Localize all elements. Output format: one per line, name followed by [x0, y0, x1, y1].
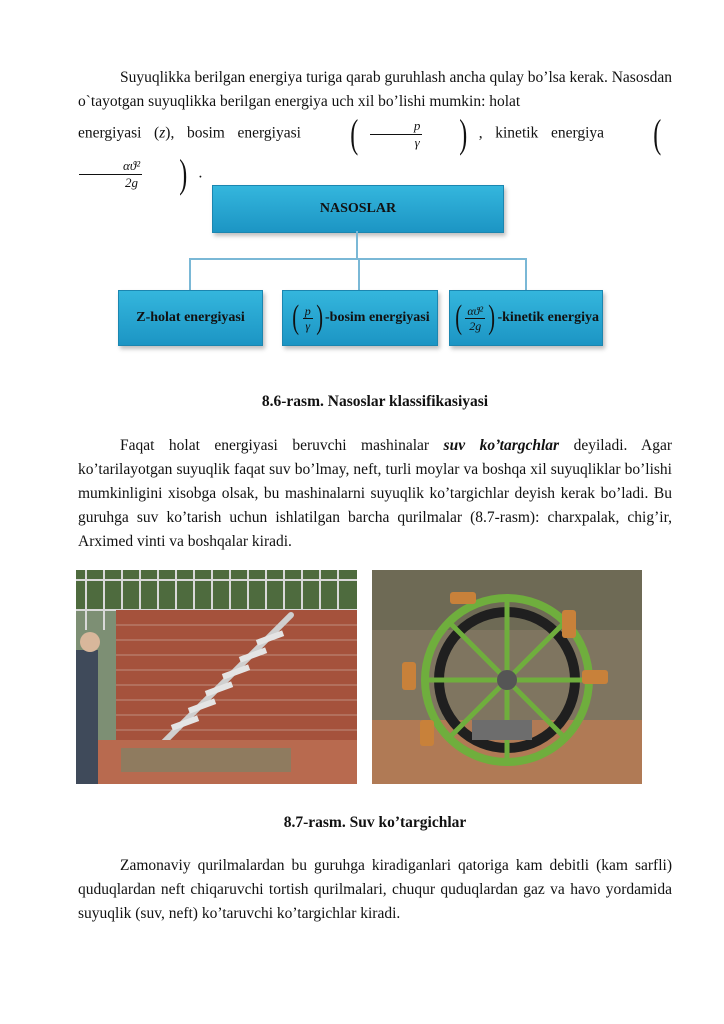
- intro-text-a: energiyasi (: [78, 124, 160, 142]
- pressure-fraction: [303, 304, 313, 333]
- left-paren-icon: (: [652, 111, 661, 156]
- fraction-denominator: γ: [305, 318, 311, 333]
- kinetic-fraction: [465, 304, 485, 333]
- fraction-numerator: αϑ²: [79, 158, 142, 175]
- fraction-denominator: 2g: [469, 318, 482, 333]
- photo-water-wheel: [372, 570, 642, 784]
- left-paren-icon: (: [455, 299, 463, 336]
- box-label: -kinetik energiya: [497, 310, 599, 325]
- diagram-box-pressure-energy: [282, 290, 438, 346]
- fraction-numerator: αϑ²: [467, 303, 484, 318]
- intro-text-c: , kinetik energiya: [478, 124, 605, 142]
- fraction-denominator: γ: [414, 134, 420, 150]
- intro-text-line1: Suyuqlikka berilgan energiya turiga qarab guruhlash ancha qulay bo’lsa kerak. Nasosdan o`tayotgan suyuqlikka berilgan energiya uch xil bo’lishi mumkin: holat: [78, 69, 672, 110]
- figure-caption-8-7: 8.7-rasm. Suv ko’targichlar: [283, 814, 467, 831]
- left-paren-icon: (: [292, 299, 300, 336]
- text-run: deyiladi. Agar ko’tarilayotgan suyuqlik faqat suv bo’lmay, neft, turli moylar va boshqa xil suyuqliklar bo’lishi mumkinligini xisobga olsak, bu mashinalarni suyuqlik ko’targichlar deyish kerak bo’ladi. Bu guruhga suv ko’tarish uchun ishlatilgan barcha qurilmalar (8.7-rasm): charxpalak, chig’ir, Arximed vinti va boshqalar kiradi.: [78, 437, 673, 550]
- box-label: Z-holat energiyasi: [136, 310, 245, 325]
- archimedes-screw-illustration: [76, 570, 357, 784]
- fraction-numerator: p: [304, 303, 311, 318]
- left-paren-icon: (: [349, 111, 358, 156]
- fraction-numerator: p: [370, 118, 423, 135]
- paragraph-water-lifters: [78, 434, 672, 554]
- intro-text-b: ), bosim energiyasi: [165, 124, 301, 142]
- diagram-box-kinetic-energy: [449, 290, 603, 346]
- fraction-denominator: 2g: [125, 174, 139, 190]
- box-label: -bosim energiyasi: [325, 310, 430, 325]
- diagram-root-box: [212, 185, 504, 233]
- connector-line: [356, 231, 358, 259]
- diagram-root-label: NASOSLAR: [319, 201, 397, 216]
- kinetic-fraction: [79, 158, 142, 191]
- emphasized-term: suv ko’targchlar: [443, 437, 560, 454]
- connector-line: [358, 258, 360, 290]
- connector-line: [189, 258, 191, 290]
- right-paren-icon: ): [488, 299, 496, 336]
- diagram-box-position-energy: [118, 290, 263, 346]
- right-paren-icon: ): [179, 151, 188, 196]
- right-paren-icon: ): [315, 299, 323, 336]
- paragraph-intro: [78, 66, 672, 194]
- intro-text-d: .: [198, 164, 203, 182]
- paragraph-modern-devices: Zamonaviy qurilmalardan bu guruhga kiradiganlari qatoriga kam debitli (kam sarfli) quduqlardan neft chiqaruvchi tortish qurilmalari, chuqur quduqlardan gaz va havo yordamida suyuqlik (suv, neft) ko’taruvchi ko’targichlar kiradi.: [78, 857, 672, 922]
- photo-archimedes-screw: [76, 570, 357, 784]
- figure-caption-8-6: 8.6-rasm. Nasoslar klassifikasiyasi: [261, 393, 489, 410]
- connector-line: [525, 258, 527, 290]
- z-symbol: z: [159, 124, 166, 142]
- water-wheel-illustration: [372, 570, 642, 784]
- text-run: Faqat holat energiyasi beruvchi mashinalar: [120, 437, 444, 454]
- right-paren-icon: ): [459, 111, 468, 156]
- pressure-fraction: [370, 118, 423, 151]
